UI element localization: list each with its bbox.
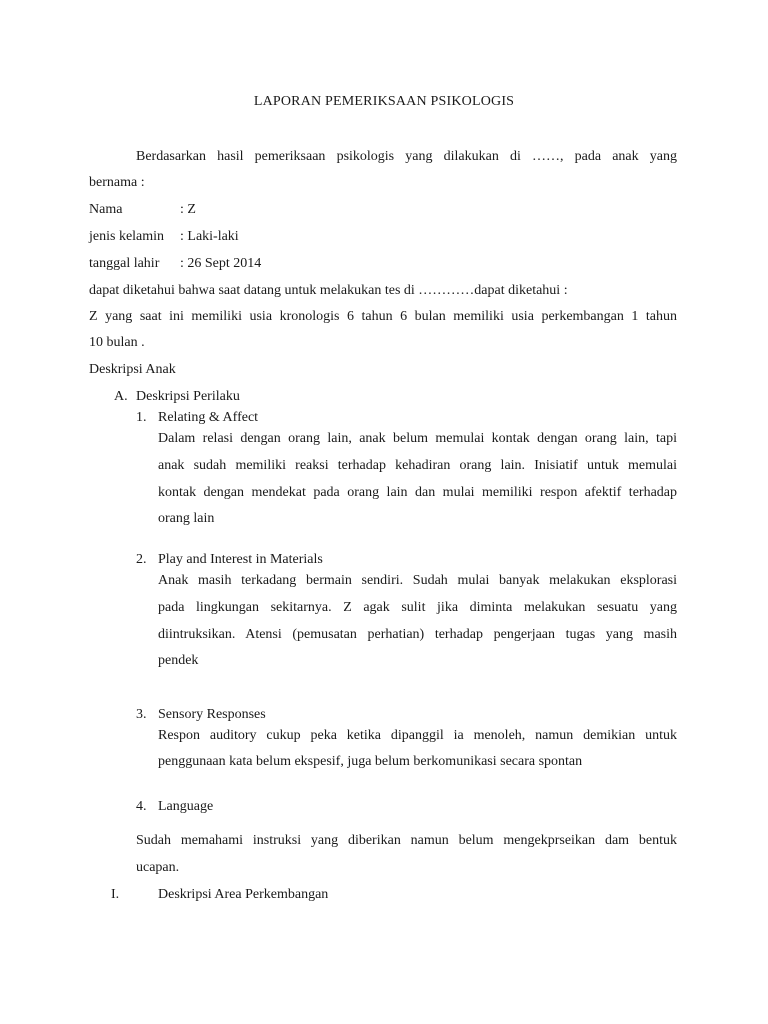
item-2-line-2: pada lingkungan sekitarnya. Z agak sulit jika diminta melakukan sesuatu yang [158,600,677,615]
item-3-line-1: Respon auditory cukup peka ketika dipanggil ia menoleh, namun demikian untuk [158,728,677,743]
item-4-line-1: Sudah memahami instruksi yang diberikan namun belum mengekprseikan dam bentuk [136,833,677,848]
sub-a-marker: A. [114,389,128,404]
item-2-line-1: Anak masih terkadang bermain sendiri. Sudah mulai banyak melakukan eksplorasi [158,573,677,588]
age-line-1: Z yang saat ini memiliki usia kronologis 6 tahun 6 bulan memiliki usia perkembangan 1 tahun [89,309,677,324]
item-3-line-2: penggunaan kata belum ekspesif, juga belum berkomunikasi secara spontan [158,754,583,769]
item-1-line-3: kontak dengan mendekat pada orang lain dan mulai memiliki respon afektif terhadap [158,485,677,500]
dob-label: tanggal lahir [89,256,160,271]
name-label: Nama [89,202,123,217]
name-value: : Z [180,202,196,217]
sub-i-marker: I. [111,887,120,902]
item-4-line-2: ucapan. [136,860,180,875]
item-3-number: 3. [136,707,147,722]
item-2-title: Play and Interest in Materials [158,552,323,567]
item-1-line-4: orang lain [158,511,215,526]
gender-label: jenis kelamin [89,229,165,244]
dob-value: : 26 Sept 2014 [180,256,262,271]
age-line-2: 10 bulan . [89,335,145,350]
sub-a-label: Deskripsi Perilaku [136,389,240,404]
item-2-line-4: pendek [158,653,199,668]
item-2-number: 2. [136,552,147,567]
item-2-line-3: diintruksikan. Atensi (pemusatan perhatian) terhadap pengerjaan tugas yang masih [158,627,677,642]
gender-value: : Laki-laki [180,229,239,244]
item-4-title: Language [158,799,214,814]
item-1-title: Relating & Affect [158,410,259,425]
sub-i-label: Deskripsi Area Perkembangan [158,887,329,902]
intro-line-1: Berdasarkan hasil pemeriksaan psikologis yang dilakukan di ……, pada anak yang [136,149,677,164]
item-1-line-2: anak sudah memiliki reaksi terhadap kehadiran orang lain. Inisiatif untuk memulai [158,458,677,473]
item-1-number: 1. [136,410,147,425]
section-heading: Deskripsi Anak [89,362,176,377]
intro-line-2: bernama : [89,175,145,190]
item-3-title: Sensory Responses [158,707,266,722]
item-1-line-1: Dalam relasi dengan orang lain, anak belum memulai kontak dengan orang lain, tapi [158,431,677,446]
note-line: dapat diketahui bahwa saat datang untuk melakukan tes di …………dapat diketahui : [89,283,568,298]
document-title: LAPORAN PEMERIKSAAN PSIKOLOGIS [253,94,515,109]
item-4-number: 4. [136,799,147,814]
